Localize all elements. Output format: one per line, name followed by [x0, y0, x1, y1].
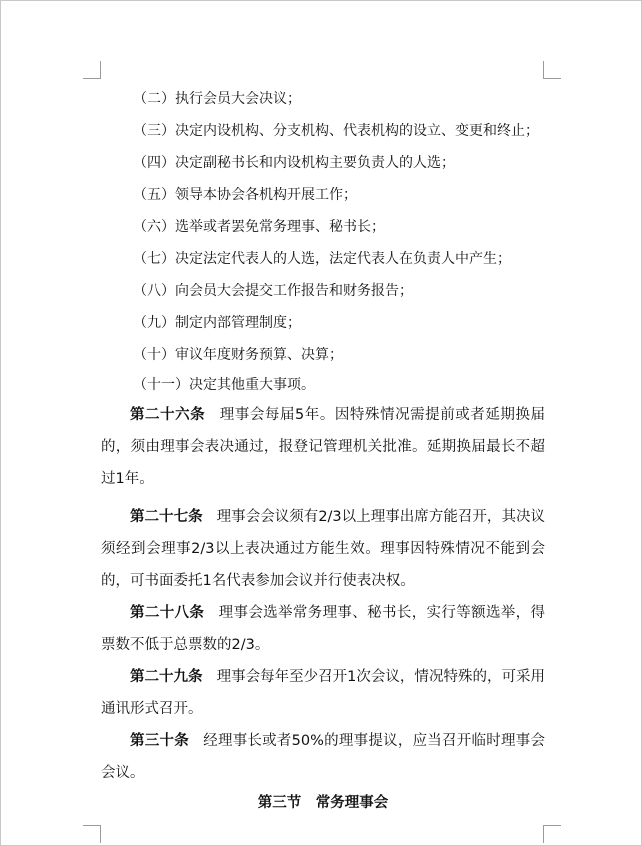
article-text: 经理事长或者50%的理事提议，应当召开临时理事会会议。 — [101, 733, 545, 781]
page-corner-mark-bottom-right — [543, 825, 561, 843]
article-26 — [101, 399, 545, 495]
article-28 — [101, 597, 545, 661]
list-item: （五）领导本协会各机构开展工作； — [133, 187, 357, 203]
list-item: （七）决定法定代表人的人选，法定代表人在负责人中产生； — [133, 251, 511, 267]
section-title: 第三节 常务理事会 — [257, 795, 389, 811]
list-item: （十）审议年度财务预算、决算； — [133, 347, 343, 363]
list-item: （四）决定副秘书长和内设机构主要负责人的人选； — [133, 155, 455, 171]
page-corner-mark-top-right — [543, 61, 561, 79]
article-number: 第二十八条 — [130, 605, 205, 621]
article-number: 第二十七条 — [130, 509, 203, 525]
page-corner-mark-top-left — [83, 61, 101, 79]
list-item: （二）执行会员大会决议； — [133, 91, 301, 107]
article-29 — [101, 661, 545, 725]
article-number: 第二十九条 — [130, 669, 203, 685]
article-text: 理事会每届5年。因特殊情况需提前或者延期换届的，须由理事会表决通过，报登记管理机关批准。延期换届最长不超过1年。 — [101, 407, 545, 487]
article-text: 理事会每年至少召开1次会议，情况特殊的，可采用通讯形式召开。 — [101, 669, 546, 717]
list-item: （六）选举或者罢免常务理事、秘书长； — [133, 219, 385, 235]
list-item: （八）向会员大会提交工作报告和财务报告； — [133, 283, 413, 299]
article-30 — [101, 725, 545, 789]
article-text: 理事会选举常务理事、秘书长，实行等额选举，得票数不低于总票数的2/3。 — [101, 605, 546, 653]
article-number: 第三十条 — [130, 733, 189, 749]
list-item: （十一）决定其他重大事项。 — [133, 377, 315, 393]
page-corner-mark-bottom-left — [83, 825, 101, 843]
list-item: （九）制定内部管理制度； — [133, 315, 301, 331]
list-item: （三）决定内设机构、分支机构、代表机构的设立、变更和终止； — [133, 123, 539, 139]
article-number: 第二十六条 — [130, 407, 206, 423]
article-text: 理事会会议须有2/3以上理事出席方能召开，其决议须经到会理事2/3以上表决通过方能生效。理事因特殊情况不能到会的，可书面委托1名代表参加会议并行使表决权。 — [101, 509, 545, 589]
article-27 — [101, 501, 545, 597]
